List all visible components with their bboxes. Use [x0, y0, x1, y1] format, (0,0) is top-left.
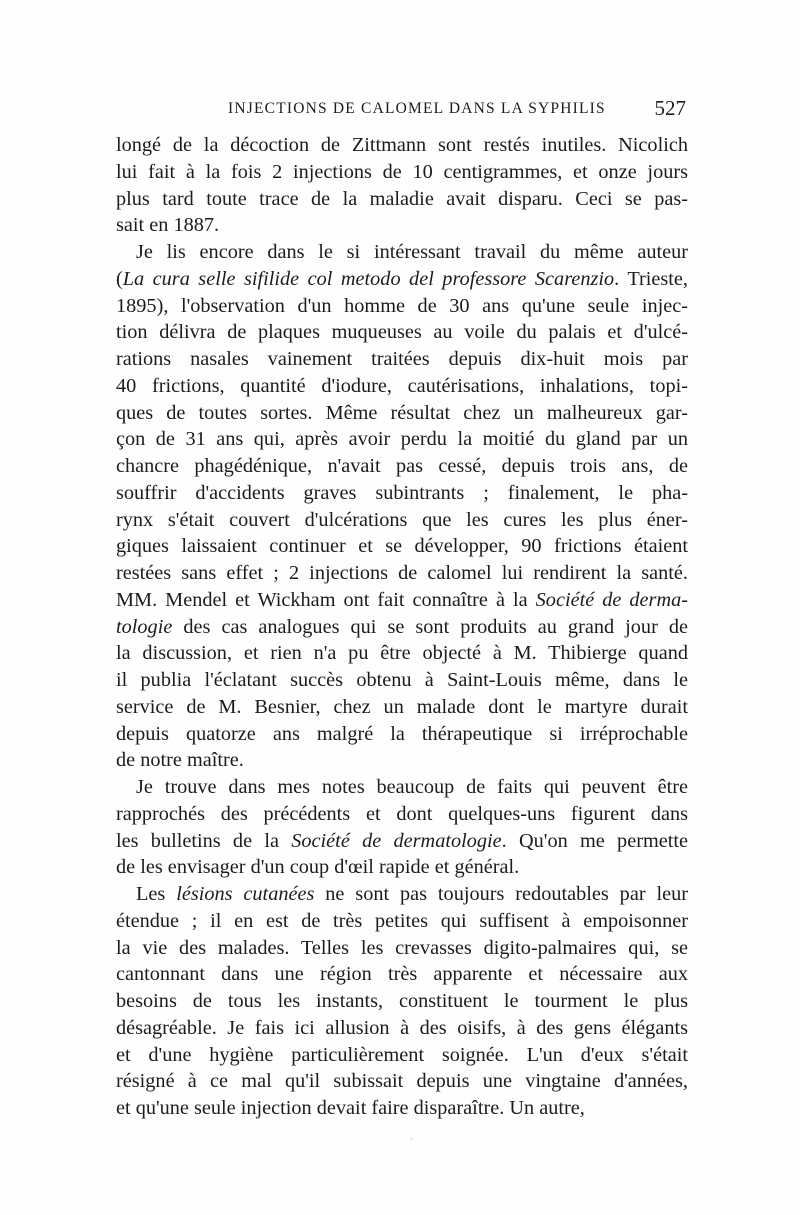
paragraph [116, 774, 688, 881]
text-segment: besoins de tous les instants, constituent le tourment le plus [116, 990, 688, 1012]
text-segment: cantonnant dans une région très apparente et nécessaire aux [116, 963, 688, 986]
text-segment: tion délivra de plaques muqueuses au voile du palais et d'ulcé- [116, 321, 688, 344]
text-line [116, 908, 688, 935]
text-line [116, 721, 688, 748]
text-segment: . Trieste, [614, 267, 688, 290]
text-segment: il publia l'éclatant succès obtenu à Saint-Louis même, dans le [116, 669, 688, 691]
text-line [116, 212, 688, 239]
text-line [116, 319, 688, 346]
text-line [116, 881, 688, 908]
text-segment: sait en 1887. [116, 214, 220, 237]
italic-text: tologie [116, 615, 173, 638]
text-segment: 40 frictions, quantité d'iodure, cautérisations, inhalations, topi- [116, 374, 688, 397]
text-line [116, 1042, 688, 1069]
text-line [116, 961, 688, 988]
print-speck: ˎ [410, 1130, 413, 1140]
text-segment: plus tard toute trace de la maladie avait disparu. Ceci se pas- [116, 187, 688, 210]
italic-text: lésions cutanées [176, 883, 315, 905]
text-segment: souffrir d'accidents graves subintrants ; finalement, le pha- [116, 481, 688, 504]
text-segment: Les [136, 883, 177, 905]
text-segment: MM. Mendel et Wickham ont fait connaître à la [116, 588, 536, 611]
paragraph [116, 881, 688, 1122]
text-line [116, 1095, 688, 1122]
text-line [116, 828, 688, 855]
text-line [116, 694, 688, 721]
text-segment: et d'une hygiène particulièrement soignée. L'un d'eux s'était [116, 1043, 688, 1066]
body-text [116, 132, 688, 1122]
text-line [116, 426, 688, 453]
text-segment: 1895), l'observation d'un homme de 30 ans qu'une seule injec- [116, 294, 688, 317]
text-line [116, 239, 688, 266]
text-segment: la discussion, et rien n'a pu être objecté à M. Thibierge quand [116, 642, 688, 665]
text-line [116, 186, 688, 213]
text-line [116, 266, 688, 293]
text-segment: désagréable. Je fais ici allusion à des oisifs, à des gens élégants [116, 1016, 688, 1039]
text-segment: giques laissaient continuer et se développer, 90 frictions étaient [116, 535, 688, 558]
text-segment: étendue ; il en est de très petites qui suffisent à empoisonner [116, 909, 688, 932]
text-line [116, 533, 688, 560]
text-segment: de notre maître. [116, 749, 244, 772]
text-segment: chancre phagédénique, n'avait pas cessé, depuis trois ans, de [116, 455, 688, 477]
text-segment: Je lis encore dans le si intéressant travail du même auteur [136, 241, 688, 263]
text-segment: les bulletins de la [116, 829, 292, 852]
text-segment: . Qu'on me permette [501, 829, 689, 852]
text-line [116, 1068, 688, 1095]
text-segment: rynx s'était couvert d'ulcérations que les cures les plus éner- [116, 508, 688, 531]
running-head: INJECTIONS DE CALOMEL DANS LA SYPHILIS [228, 100, 606, 117]
text-segment: ques de toutes sortes. Même résultat chez un malheureux gar- [116, 401, 688, 424]
text-line [116, 159, 688, 186]
text-line [116, 587, 688, 614]
text-line [116, 801, 688, 828]
text-segment: rations nasales vainement traitées depuis dix-huit mois par [116, 348, 688, 370]
text-line [116, 1015, 688, 1042]
text-line [116, 346, 688, 373]
text-line [116, 854, 688, 881]
text-segment: Je trouve dans mes notes beaucoup de faits qui peuvent être [136, 776, 688, 798]
text-line [116, 453, 688, 480]
page-number: 527 [654, 96, 686, 120]
text-line [116, 667, 688, 694]
text-segment: restées sans effet ; 2 injections de calomel lui rendirent la santé. [116, 562, 688, 584]
text-line [116, 614, 688, 641]
text-segment: et qu'une seule injection devait faire disparaître. Un autre, [116, 1097, 585, 1119]
text-segment: la vie des malades. Telles les crevasses digito-palmaires qui, se [116, 936, 688, 959]
text-segment: ne sont pas toujours redoutables par leur [314, 883, 688, 905]
text-line [116, 988, 688, 1015]
text-segment: depuis quatorze ans malgré la thérapeutique si irréprochable [116, 722, 688, 745]
page-header [116, 96, 686, 126]
text-line [116, 774, 688, 801]
text-segment: longé de la décoction de Zittmann sont restés inutiles. Nicolich [116, 134, 688, 156]
italic-text: La cura selle sifilide col metodo del professore Scarenzio [122, 267, 615, 290]
text-segment: résigné à ce mal qu'il subissait depuis une vingtaine d'années, [116, 1070, 688, 1093]
text-line [116, 132, 688, 159]
text-line [116, 480, 688, 507]
text-segment: ( [116, 267, 123, 290]
paragraph [116, 132, 688, 239]
text-line [116, 640, 688, 667]
text-line [116, 747, 688, 774]
text-segment: lui fait à la fois 2 injections de 10 centigrammes, et onze jours [116, 160, 688, 183]
italic-text: Société de dermatologie [291, 829, 502, 852]
text-segment: service de M. Besnier, chez un malade dont le martyre durait [116, 695, 688, 718]
text-segment: des cas analogues qui se sont produits au grand jour de [172, 615, 688, 638]
text-line [116, 560, 688, 587]
italic-text: Société de derma- [535, 588, 688, 611]
text-line [116, 373, 688, 400]
paragraph [116, 239, 688, 774]
text-segment: rapprochés des précédents et dont quelques-uns figurent dans [116, 802, 688, 825]
text-segment: de les envisager d'un coup d'œil rapide et général. [116, 856, 520, 879]
text-line [116, 293, 688, 320]
text-line [116, 935, 688, 962]
text-line [116, 400, 688, 427]
text-line [116, 507, 688, 534]
text-segment: çon de 31 ans qui, après avoir perdu la moitié du gland par un [116, 428, 688, 451]
